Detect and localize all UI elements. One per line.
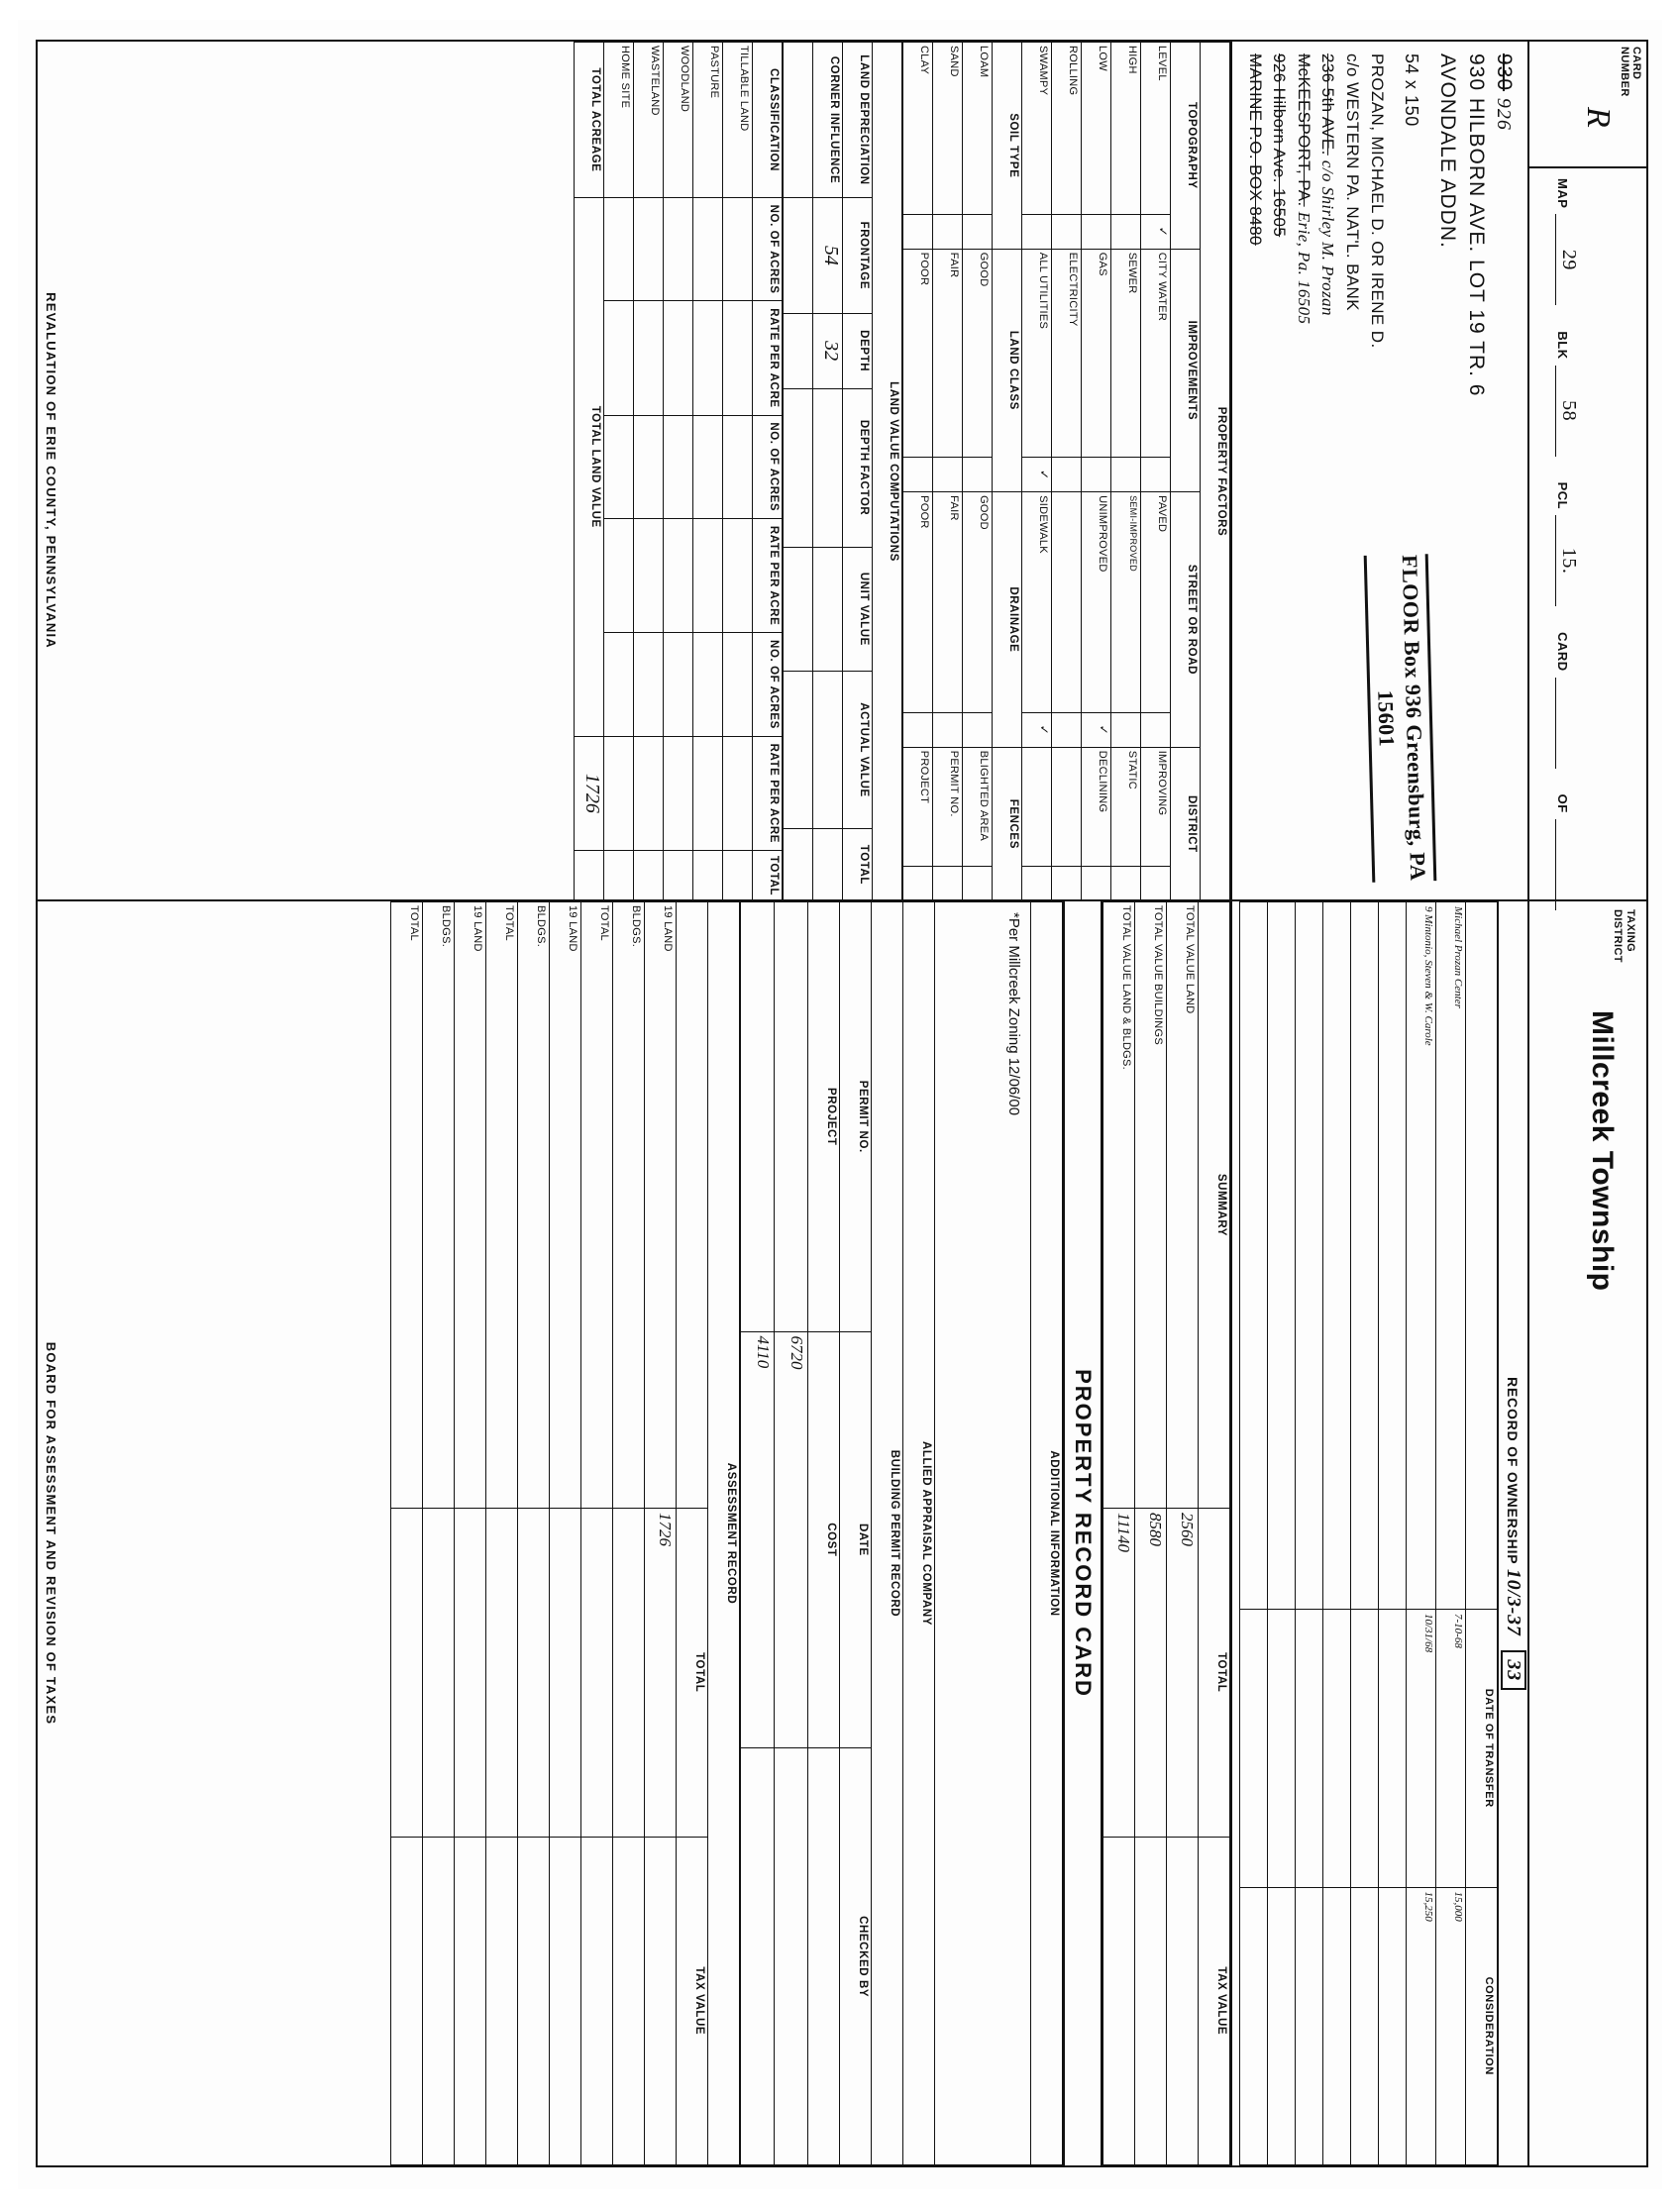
- ownership-col-date: DATE OF TRANSFER: [1466, 1610, 1498, 1888]
- land-blank-a: [784, 43, 813, 198]
- additional-information-title: ADDITIONAL INFORMATION: [1031, 902, 1063, 2165]
- permit-row-1-cost: 4110: [741, 1331, 775, 1748]
- imp-row-0-label: CITY WATER: [1141, 249, 1171, 457]
- lc-row-0-label: TILLABLE LAND: [723, 43, 753, 198]
- improvements-header: IMPROVEMENTS: [1171, 249, 1201, 491]
- ownership-blank-1b: [1351, 1610, 1379, 1888]
- depth-factor-value: [813, 388, 843, 547]
- fences-header: FENCES: [993, 747, 1022, 900]
- assessment-block-0-land-label: LAND: [662, 921, 674, 952]
- pcl-value: 15.: [1555, 515, 1580, 606]
- ownership-blank-2c: [1323, 1887, 1351, 2165]
- ownership-blank-1c: [1351, 1887, 1379, 2165]
- imp-row-4-mark: ✓: [1022, 458, 1052, 492]
- address-stamp: [1364, 554, 1437, 883]
- imp-row-1-mark: [1111, 458, 1141, 492]
- pcl-label: PCL: [1555, 481, 1570, 510]
- topography-header: TOPOGRAPHY: [1171, 43, 1201, 250]
- assessment-block-1-total: [550, 1509, 581, 1838]
- property-record-card-title: PROPERTY RECORD CARD: [1063, 901, 1102, 2165]
- fence-row-2-label: PROJECT: [903, 747, 933, 866]
- street-row-2-mark: ✓: [1082, 712, 1111, 747]
- assessment-block-1-total-label: TOTAL: [486, 902, 518, 1509]
- fence-row-0-label: BLIGHTED AREA: [963, 747, 993, 866]
- soil-row-2-mark: [903, 214, 933, 249]
- permit-row-0-checked: [775, 1748, 808, 2165]
- ownership-row-0-consideration: 15,000: [1436, 1887, 1466, 2165]
- lc-row-3-c4: [634, 633, 664, 736]
- record-of-ownership: [1230, 901, 1527, 2165]
- topo-row-2-label: LOW: [1082, 43, 1111, 215]
- ownership-blank-4b: [1268, 1610, 1296, 1888]
- of-field: [1555, 794, 1570, 910]
- assessment-block-0-total-label: TOTAL: [581, 902, 613, 1509]
- drain-row-1-mark: [933, 712, 963, 747]
- ownership-blank-2b: [1323, 1610, 1351, 1888]
- map-label: MAP: [1555, 178, 1570, 209]
- district-row-3-label: [1052, 747, 1082, 866]
- card-value: [1555, 678, 1557, 769]
- ownership-blank-4a: [1268, 902, 1296, 1610]
- summary-title: SUMMARY: [1199, 902, 1230, 1509]
- ownership-blank-0b: [1379, 1610, 1407, 1888]
- imp-row-4-label: ALL UTILITIES: [1022, 249, 1052, 457]
- lc-row-2-c1: [664, 301, 693, 416]
- drain-row-0-label: GOOD: [963, 492, 993, 713]
- assessment-block-0-total-total: [581, 1509, 613, 1838]
- lc-col-3: RATE PER ACRE: [753, 518, 783, 633]
- owner-line-3-struck: 236 5th AVE.: [1318, 53, 1338, 156]
- lc-col-5: RATE PER ACRE: [753, 736, 783, 851]
- total-land-value-label: TOTAL LAND VALUE: [575, 198, 604, 737]
- summary-row-1-label: TOTAL VALUE BUILDINGS: [1135, 902, 1167, 1509]
- lc-row-2-c3: [664, 518, 693, 633]
- class-row-0-label: GOOD: [963, 249, 993, 457]
- ownership-blank-3a: [1296, 902, 1323, 1610]
- classification-header: CLASSIFICATION: [753, 43, 783, 198]
- parcel-id-row: [1527, 168, 1646, 901]
- assessment-block-2-total-label: TOTAL: [391, 902, 423, 1509]
- imp-row-0-mark: [1141, 458, 1171, 492]
- property-factors-section: [574, 42, 1230, 901]
- ownership-row-1-name: 9 Mintonio, Steven & W. Carole: [1407, 902, 1436, 1610]
- ownership-title: RECORD OF OWNERSHIP: [1505, 1376, 1521, 1565]
- assessment-block-0-tax: [645, 1837, 677, 2165]
- ownership-row-1-date: 10/31/68: [1407, 1610, 1436, 1888]
- lc-row-2-c6: [664, 851, 693, 901]
- fence-row-1-mark: [933, 867, 963, 901]
- permit-blank-0: [808, 1748, 840, 2165]
- lc-row-0-c4: [723, 633, 753, 736]
- assessment-block-2-bldgs-label: BLDGS.: [423, 902, 455, 1509]
- address-stamp-line1: FLOOR Box 936 Greensburg, PA 15601: [1364, 554, 1437, 883]
- lc-row-0-c0: [723, 198, 753, 301]
- assessment-block-2-land-label: LAND: [472, 921, 483, 952]
- lc-col-6: TOTAL: [753, 851, 783, 901]
- lc-col-4: NO. OF ACRES: [753, 633, 783, 736]
- lot-dimensions: 54 x 150: [1401, 53, 1421, 127]
- class-row-0-mark: [963, 458, 993, 492]
- class-row-2-label: POOR: [903, 249, 933, 457]
- fence-row-0-mark: [963, 867, 993, 901]
- lc-row-3-c1: [634, 301, 664, 416]
- class-row-1-label: FAIR: [933, 249, 963, 457]
- topo-row-0-label: LEVEL: [1141, 43, 1171, 215]
- imp-row-2-label: GAS: [1082, 249, 1111, 457]
- soil-row-0-label: LOAM: [963, 43, 993, 215]
- owner-line-1: PROZAN, MICHAEL D. OR IRENE D.: [1367, 53, 1387, 349]
- depth-value: 32: [813, 313, 843, 388]
- total-acreage-label: TOTAL ACREAGE: [575, 43, 604, 198]
- owner-line-4-handwritten: Erie, Pa. 16505: [1294, 211, 1313, 325]
- land-blank-d: [784, 388, 813, 547]
- assessment-block-2-total-total: [391, 1509, 423, 1838]
- lc-row-1-c0: [693, 198, 723, 301]
- of-label: OF: [1555, 793, 1570, 813]
- permit-date-header: DATE: [840, 1331, 872, 1748]
- assessment-block-2-tax: [455, 1837, 486, 2165]
- owner-line-4-struck: McKEESPORT, PA.: [1294, 53, 1313, 207]
- summary-col-total: TOTAL: [1199, 1509, 1230, 1838]
- lc-row-0-c1: [723, 301, 753, 416]
- property-record-card-sheet: [18, 20, 1662, 2189]
- ownership-blank-5a: [1240, 902, 1268, 1610]
- assessment-record-title: ASSESSMENT RECORD: [708, 902, 740, 2165]
- topo-row-1-label: HIGH: [1111, 43, 1141, 215]
- of-value: [1555, 819, 1557, 910]
- ownership-row-1-consideration: 15,250: [1407, 1887, 1436, 2165]
- total-land-value-amount: 1726: [575, 736, 604, 851]
- assessment-block-1-total-tax: [486, 1837, 518, 2165]
- lc-col-2: NO. OF ACRES: [753, 415, 783, 518]
- land-blank-e: [784, 547, 813, 672]
- ownership-blank-3c: [1296, 1887, 1323, 2165]
- soil-row-0-mark: [963, 214, 993, 249]
- summary-col-tax: TAX VALUE: [1199, 1837, 1230, 2165]
- card-number-label-line2: NUMBER: [1618, 47, 1630, 97]
- additional-information-note: *Per Millcreek Zoning 12/06/00: [935, 902, 1031, 2165]
- district-row-0-label: IMPROVING: [1141, 747, 1171, 866]
- district-row-2-mark: [1082, 867, 1111, 901]
- street-header: STREET OR ROAD: [1171, 492, 1201, 748]
- topo-row-4-label: SWAMPY: [1022, 43, 1052, 215]
- taxing-district-block: [1527, 901, 1646, 2165]
- assessment-col-tax: TAX VALUE: [677, 1837, 708, 2165]
- lc-row-4-c1: [604, 301, 634, 416]
- lc-row-4-c4: [604, 633, 634, 736]
- lc-row-0-c2: [723, 415, 753, 518]
- sidewalk-label: SIDEWALK: [1022, 492, 1052, 713]
- summary-row-2-label: TOTAL VALUE LAND & BLDGS.: [1103, 902, 1135, 1509]
- footer-left: REVALUATION OF ERIE COUNTY, PENNSYLVANIA: [44, 292, 58, 649]
- taxing-district-value: Millcreek Township: [1586, 1010, 1619, 1292]
- unit-value-value: [813, 547, 843, 672]
- topo-row-0-mark: ✓: [1141, 214, 1171, 249]
- frontage-header: FRONTAGE: [843, 198, 873, 314]
- lc-row-2-c0: [664, 198, 693, 301]
- card-number-label-line1: CARD: [1630, 47, 1642, 80]
- land-value-computations-title: LAND VALUE COMPUTATIONS: [873, 43, 902, 901]
- actual-value-header: ACTUAL VALUE: [843, 672, 873, 829]
- building-permit-record-title: BUILDING PERMIT RECORD: [872, 902, 903, 2165]
- assessment-block-2-year: 19: [472, 905, 483, 918]
- card-border: [36, 40, 1648, 2167]
- drain-row-2-label: POOR: [903, 492, 933, 713]
- drain-row-0-mark: [963, 712, 993, 747]
- soil-row-2-label: CLAY: [903, 43, 933, 215]
- land-blank-f: [784, 672, 813, 829]
- assessment-block-1-land-label: LAND: [567, 921, 578, 952]
- district-row-0-mark: [1141, 867, 1171, 901]
- summary-row-0-tax: [1167, 1837, 1199, 2165]
- permit-row-1-project: [741, 902, 775, 1332]
- district-row-1-mark: [1111, 867, 1141, 901]
- taxing-district-label-line1: TAXING: [1625, 909, 1636, 953]
- depth-header: DEPTH: [843, 313, 873, 388]
- ownership-blank-0a: [1379, 902, 1407, 1610]
- assessment-block-2-bldgs-tax: [423, 1837, 455, 2165]
- property-factors-title: PROPERTY FACTORS: [1201, 43, 1230, 901]
- left-column: [38, 42, 1527, 901]
- permit-row-1-checked: [741, 1748, 775, 2165]
- ownership-box-value: 33: [1501, 1650, 1526, 1690]
- land-blank-c: [784, 313, 813, 388]
- assessment-block-0-year: 19: [662, 905, 674, 918]
- permit-row-0-cost: 6720: [775, 1331, 808, 1748]
- lc-row-4-label: HOME SITE: [604, 43, 634, 198]
- imp-row-3-mark: [1052, 458, 1082, 492]
- topo-row-4-mark: [1022, 214, 1052, 249]
- assessment-block-1-year: 19: [567, 905, 578, 918]
- imp-row-3-label: ELECTRICITY: [1052, 249, 1082, 457]
- topo-row-2-mark: [1082, 214, 1111, 249]
- right-column: [38, 901, 1527, 2165]
- summary-row-1-tax: [1135, 1837, 1167, 2165]
- lc-row-3-c3: [634, 518, 664, 633]
- lc-row-4-c3: [604, 518, 634, 633]
- permit-row-0-project: [775, 902, 808, 1332]
- assessment-block-1-total-total: [486, 1509, 518, 1838]
- lc-row-1-c2: [693, 415, 723, 518]
- street-row-1-mark: [1111, 712, 1141, 747]
- class-row-2-mark: [903, 458, 933, 492]
- ownership-blank-0c: [1379, 1887, 1407, 2165]
- corner-influence-header: CORNER INFLUENCE: [813, 43, 843, 198]
- cost-header: COST: [808, 1331, 840, 1748]
- address-line1: 930 HILBORN AVE. LOT 19 TR. 6: [1464, 53, 1488, 397]
- soil-row-1-label: SAND: [933, 43, 963, 215]
- blk-value: 58: [1555, 366, 1580, 457]
- summary-section: [390, 901, 1230, 2165]
- street-row-0-label: PAVED: [1141, 492, 1171, 713]
- ownership-col-consideration: CONSIDERATION: [1466, 1887, 1498, 2165]
- lc-row-4-c0: [604, 198, 634, 301]
- district-row-4-label: [1022, 747, 1052, 866]
- map-field: [1555, 178, 1580, 305]
- address-line2: AVONDALE ADDN.: [1436, 53, 1460, 249]
- assessment-block-0-total-tax: [581, 1837, 613, 2165]
- land-blank-b: [784, 198, 813, 314]
- lc-row-1-c3: [693, 518, 723, 633]
- lc-row-1-c6: [693, 851, 723, 901]
- card-label: CARD: [1555, 632, 1570, 672]
- assessment-block-1-bldgs-total: [518, 1509, 550, 1838]
- lc-col-0: NO. OF ACRES: [753, 198, 783, 301]
- drain-row-2-mark: [903, 712, 933, 747]
- district-row-4-mark: [1022, 867, 1052, 901]
- lc-row-1-label: PASTURE: [693, 43, 723, 198]
- card-number-handwritten: R: [1579, 107, 1617, 128]
- ownership-blank-1a: [1351, 902, 1379, 1610]
- allied-appraisal-company: ALLIED APPRAISAL COMPANY: [903, 902, 935, 2165]
- ownership-row-0-date: 7-10-68: [1436, 1610, 1466, 1888]
- marine-po-box-struck: MARINE P.O. BOX 8480: [1245, 53, 1265, 246]
- lc-row-3-c0: [634, 198, 664, 301]
- lc-row-0-c6: [723, 851, 753, 901]
- ownership-blank-3b: [1296, 1610, 1323, 1888]
- blk-label: BLK: [1555, 331, 1570, 360]
- card-field: [1555, 632, 1570, 769]
- footer-right: BOARD FOR ASSESSMENT AND REVISION OF TAXES: [44, 1341, 58, 1726]
- district-header: DISTRICT: [1171, 747, 1201, 900]
- assessment-block-1-bldgs-label: BLDGS.: [518, 902, 550, 1509]
- ownership-row-0-name: Michael Prozan Center: [1436, 902, 1466, 1610]
- district-row-2-label: DECLINING: [1082, 747, 1111, 866]
- permit-no-header: PERMIT NO.: [840, 902, 872, 1332]
- permit-checked-by-header: CHECKED BY: [840, 1748, 872, 2165]
- total-land-value-tax: [575, 851, 604, 901]
- ownership-blank-5b: [1240, 1610, 1268, 1888]
- card-number-box: [1527, 42, 1646, 168]
- map-value: 29: [1555, 214, 1580, 305]
- lc-row-0-c5: [723, 736, 753, 851]
- lc-row-2-c2: [664, 415, 693, 518]
- summary-row-2-total: 11140: [1103, 1509, 1135, 1838]
- owner-line-3-handwritten: c/o Shirley M. Prozan: [1318, 159, 1338, 316]
- lc-col-1: RATE PER ACRE: [753, 301, 783, 416]
- topo-row-1-mark: [1111, 214, 1141, 249]
- lc-row-3-c2: [634, 415, 664, 518]
- top-band: [1527, 42, 1646, 2165]
- street-row-2-label: UNIMPROVED: [1082, 492, 1111, 713]
- land-class-header: LAND CLASS: [993, 249, 1022, 491]
- lc-row-0-c3: [723, 518, 753, 633]
- lc-row-4-c5: [604, 736, 634, 851]
- district-row-3-mark: [1052, 867, 1082, 901]
- fence-row-2-mark: [903, 867, 933, 901]
- lc-row-4-c6: [604, 851, 634, 901]
- class-row-1-mark: [933, 458, 963, 492]
- land-total-header: TOTAL: [843, 828, 873, 900]
- summary-row-0-total: 2560: [1167, 1509, 1199, 1838]
- lc-row-2-label: WOODLAND: [664, 43, 693, 198]
- pcl-field: [1555, 482, 1580, 607]
- ownership-date-handwritten: 10/3-37: [1503, 1568, 1524, 1636]
- ownership-blank-2a: [1323, 902, 1351, 1610]
- street-row-0-mark: [1141, 712, 1171, 747]
- land-total-value: [813, 828, 843, 900]
- frontage-value: 54: [813, 198, 843, 314]
- soil-type-header: SOIL TYPE: [993, 43, 1022, 250]
- summary-row-0-label: TOTAL VALUE LAND: [1167, 902, 1199, 1509]
- assessment-block-1-bldgs-tax: [518, 1837, 550, 2165]
- street-row-3-mark: [1052, 712, 1082, 747]
- street-row-3-label: [1052, 492, 1082, 713]
- ownership-blank-4c: [1268, 1887, 1296, 2165]
- assessment-block-0-bldgs-tax: [613, 1837, 645, 2165]
- drain-row-1-label: FAIR: [933, 492, 963, 713]
- assessment-block-0-bldgs-label: BLDGS.: [613, 902, 645, 1509]
- lc-row-2-c5: [664, 736, 693, 851]
- district-row-1-label: STATIC: [1111, 747, 1141, 866]
- actual-value-value: [813, 672, 843, 829]
- summary-row-1-total: 8580: [1135, 1509, 1167, 1838]
- lc-row-3-c5: [634, 736, 664, 851]
- address-corrected-number: 926: [1493, 97, 1515, 131]
- address-block: [1230, 42, 1527, 899]
- project-header: PROJECT: [808, 902, 840, 1332]
- lc-row-1-c5: [693, 736, 723, 851]
- sidewalk-mark: ✓: [1022, 712, 1052, 747]
- drainage-header: DRAINAGE: [993, 492, 1022, 748]
- assessment-block-2-total: [455, 1509, 486, 1838]
- assessment-block-1-tax: [550, 1837, 581, 2165]
- land-blank-g: [784, 828, 813, 900]
- ownership-blank-5c: [1240, 1887, 1268, 2165]
- assessment-block-0-bldgs-total: [613, 1509, 645, 1838]
- blk-field: [1555, 331, 1580, 456]
- assessment-col-total: TOTAL: [677, 1509, 708, 1838]
- assessment-block-0-land: [645, 902, 677, 1509]
- assessment-block-2-bldgs-total: [423, 1509, 455, 1838]
- depth-factor-header: DEPTH FACTOR: [843, 388, 873, 547]
- lc-row-2-c4: [664, 633, 693, 736]
- taxing-district-label-line2: DISTRICT: [1612, 909, 1625, 963]
- lc-row-1-c4: [693, 633, 723, 736]
- topo-row-3-label: ROLLING: [1052, 43, 1082, 215]
- address-struck-number: 930: [1493, 53, 1516, 92]
- assessment-block-0-total: 1726: [645, 1509, 677, 1838]
- old-address-struck: 926 Hilborn Ave. 16505: [1270, 53, 1290, 238]
- lc-row-3-label: WASTELAND: [634, 43, 664, 198]
- lc-row-1-c1: [693, 301, 723, 416]
- lc-row-3-c6: [634, 851, 664, 901]
- soil-row-1-mark: [933, 214, 963, 249]
- street-row-1-label: SEMI-IMPROVED: [1111, 492, 1141, 713]
- imp-row-2-mark: [1082, 458, 1111, 492]
- summary-row-2-tax: [1103, 1837, 1135, 2165]
- imp-row-1-label: SEWER: [1111, 249, 1141, 457]
- unit-value-header: UNIT VALUE: [843, 547, 873, 672]
- lc-row-4-c2: [604, 415, 634, 518]
- land-depreciation-header: LAND DEPRECIATION: [843, 43, 873, 198]
- topo-row-3-mark: [1052, 214, 1082, 249]
- owner-line-2: c/o WESTERN PA. NAT'L. BANK: [1343, 53, 1363, 311]
- assessment-block-2-total-tax: [391, 1837, 423, 2165]
- fence-row-1-label: PERMIT NO.: [933, 747, 963, 866]
